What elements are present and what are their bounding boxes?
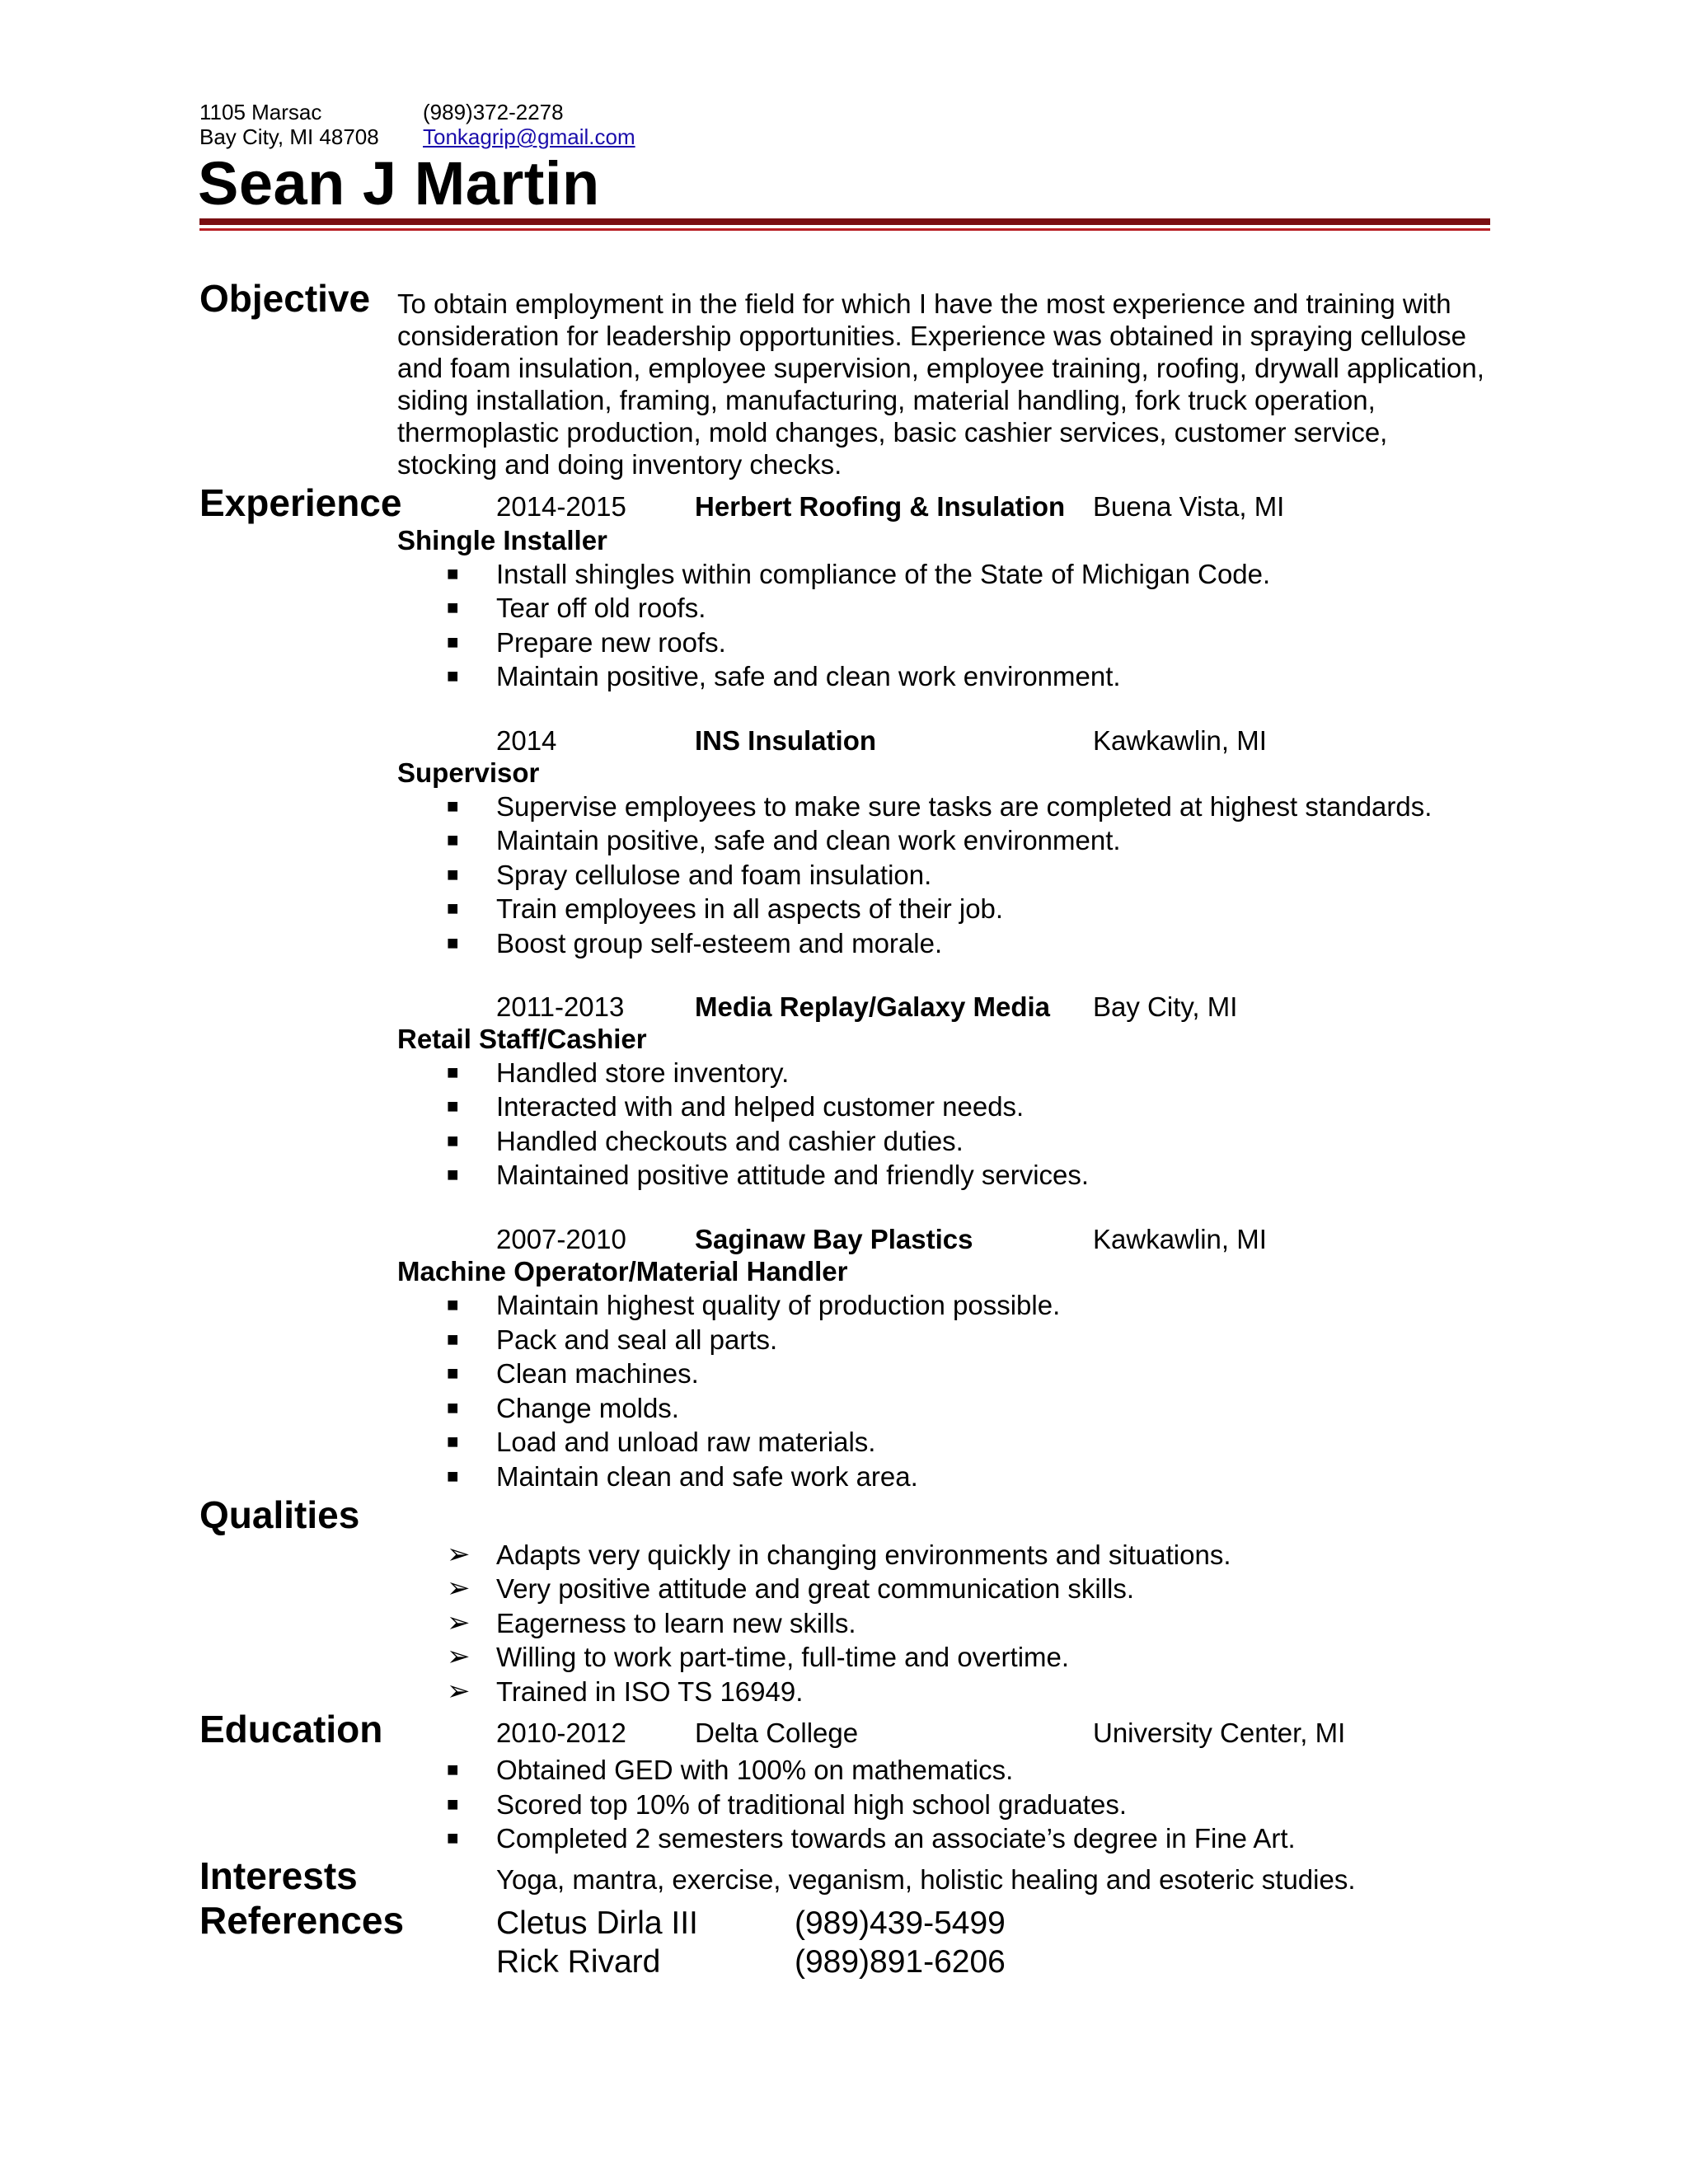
job-title: Supervisor bbox=[397, 757, 540, 788]
bullet-icon: ■ bbox=[447, 563, 459, 585]
bullet-icon: ■ bbox=[447, 597, 459, 619]
quality-item: Very positive attitude and great communication skills. bbox=[496, 1573, 1135, 1604]
bullet-icon: ■ bbox=[447, 1130, 459, 1152]
bullet-icon: ■ bbox=[447, 1062, 459, 1084]
bullet-icon: ■ bbox=[447, 1397, 459, 1419]
job-bullet: Load and unload raw materials. bbox=[496, 1427, 876, 1457]
quality-item: Eagerness to learn new skills. bbox=[496, 1608, 856, 1638]
job-bullet: Change molds. bbox=[496, 1393, 679, 1423]
qualities-heading: Qualities bbox=[199, 1493, 360, 1536]
job-bullet: Tear off old roofs. bbox=[496, 593, 706, 623]
candidate-name: Sean J Martin bbox=[198, 149, 600, 218]
street-address: 1105 Marsac bbox=[199, 100, 322, 124]
job-title: Shingle Installer bbox=[397, 525, 607, 555]
job-bullet: Install shingles within compliance of the State of Michigan Code. bbox=[496, 559, 1271, 589]
bullet-icon: ■ bbox=[447, 898, 459, 920]
job-title: Retail Staff/Cashier bbox=[397, 1024, 647, 1054]
job-bullet: Boost group self-esteem and morale. bbox=[496, 928, 943, 958]
job-bullet: Clean machines. bbox=[496, 1358, 699, 1389]
education-bullet: Completed 2 semesters towards an associate’s degree in Fine Art. bbox=[496, 1823, 1296, 1854]
job-company: Saginaw Bay Plastics bbox=[695, 1224, 973, 1254]
bullet-icon: ■ bbox=[447, 795, 459, 818]
arrow-bullet-icon: ➢ bbox=[447, 1572, 471, 1604]
job-bullet: Maintain highest quality of production possible. bbox=[496, 1290, 1061, 1320]
arrow-bullet-icon: ➢ bbox=[447, 1641, 471, 1672]
arrow-bullet-icon: ➢ bbox=[447, 1607, 471, 1638]
bullet-icon: ■ bbox=[447, 631, 459, 654]
arrow-bullet-icon: ➢ bbox=[447, 1539, 471, 1570]
job-bullet: Handled store inventory. bbox=[496, 1057, 790, 1088]
quality-item: Willing to work part-time, full-time and overtime. bbox=[496, 1642, 1070, 1672]
references-heading: References bbox=[199, 1899, 405, 1942]
objective-text: To obtain employment in the field for which I have the most experience and training with consideration for leadership opportunities. Experience was obtained in spraying cellulose and foam insulation, employee supervision, employee training, roofing, drywall application, siding installation, framing, manufacturing, material handling, fork truck operation, thermoplastic production, mold changes, basic cashier services, customer service, stocking and doing inventory checks. bbox=[397, 288, 1484, 480]
job-location: Kawkawlin, MI bbox=[1093, 725, 1267, 756]
education-location: University Center, MI bbox=[1093, 1718, 1346, 1748]
email-link[interactable]: Tonkagrip@gmail.com bbox=[423, 124, 635, 149]
job-bullet: Maintain positive, safe and clean work environment. bbox=[496, 661, 1121, 691]
job-years: 2007-2010 bbox=[496, 1224, 626, 1254]
job-company: Herbert Roofing & Insulation bbox=[695, 491, 1066, 522]
job-company: INS Insulation bbox=[695, 725, 877, 756]
bullet-icon: ■ bbox=[447, 1759, 459, 1781]
job-company: Media Replay/Galaxy Media bbox=[695, 991, 1051, 1022]
reference-phone: (989)439-5499 bbox=[795, 1905, 1006, 1941]
bullet-icon: ■ bbox=[447, 1095, 459, 1118]
education-years: 2010-2012 bbox=[496, 1718, 626, 1748]
job-years: 2014-2015 bbox=[496, 491, 626, 522]
job-bullet: Interacted with and helped customer needs. bbox=[496, 1091, 1025, 1122]
bullet-icon: ■ bbox=[447, 1362, 459, 1385]
quality-item: Adapts very quickly in changing environments and situations. bbox=[496, 1540, 1231, 1570]
job-years: 2011-2013 bbox=[496, 991, 625, 1022]
bullet-icon: ■ bbox=[447, 1827, 459, 1849]
job-location: Buena Vista, MI bbox=[1093, 491, 1285, 522]
bullet-icon: ■ bbox=[447, 1329, 459, 1351]
education-bullet: Obtained GED with 100% on mathematics. bbox=[496, 1755, 1014, 1785]
reference-name: Rick Rivard bbox=[496, 1944, 661, 1980]
interests-text: Yoga, mantra, exercise, veganism, holistic healing and esoteric studies. bbox=[496, 1864, 1356, 1895]
job-bullet: Maintained positive attitude and friendly services. bbox=[496, 1160, 1090, 1190]
bullet-icon: ■ bbox=[447, 864, 459, 886]
job-location: Kawkawlin, MI bbox=[1093, 1224, 1267, 1254]
education-heading: Education bbox=[199, 1708, 383, 1750]
bullet-icon: ■ bbox=[447, 1294, 459, 1316]
quality-item: Trained in ISO TS 16949. bbox=[496, 1676, 804, 1707]
job-years: 2014 bbox=[496, 725, 557, 756]
job-bullet: Supervise employees to make sure tasks are completed at highest standards. bbox=[496, 791, 1432, 822]
header-rule-accent bbox=[199, 228, 1490, 231]
job-bullet: Train employees in all aspects of their job. bbox=[496, 893, 1004, 924]
job-bullet: Spray cellulose and foam insulation. bbox=[496, 860, 932, 890]
phone-number: (989)372-2278 bbox=[423, 100, 564, 124]
job-title: Machine Operator/Material Handler bbox=[397, 1256, 848, 1286]
education-school: Delta College bbox=[695, 1718, 859, 1748]
bullet-icon: ■ bbox=[447, 665, 459, 687]
bullet-icon: ■ bbox=[447, 829, 459, 851]
interests-heading: Interests bbox=[199, 1854, 358, 1897]
arrow-bullet-icon: ➢ bbox=[447, 1675, 471, 1707]
header-rule bbox=[199, 218, 1490, 225]
job-bullet: Maintain clean and safe work area. bbox=[496, 1461, 918, 1492]
reference-name: Cletus Dirla III bbox=[496, 1905, 698, 1941]
city-state-zip: Bay City, MI 48708 bbox=[199, 124, 379, 149]
education-bullet: Scored top 10% of traditional high school graduates. bbox=[496, 1789, 1127, 1820]
job-location: Bay City, MI bbox=[1093, 991, 1238, 1022]
job-bullet: Handled checkouts and cashier duties. bbox=[496, 1126, 964, 1156]
bullet-icon: ■ bbox=[447, 1164, 459, 1186]
experience-heading: Experience bbox=[199, 481, 402, 524]
job-bullet: Prepare new roofs. bbox=[496, 627, 726, 658]
bullet-icon: ■ bbox=[447, 932, 459, 954]
reference-phone: (989)891-6206 bbox=[795, 1944, 1006, 1980]
bullet-icon: ■ bbox=[447, 1431, 459, 1453]
job-bullet: Pack and seal all parts. bbox=[496, 1324, 778, 1355]
objective-heading: Objective bbox=[199, 277, 371, 320]
bullet-icon: ■ bbox=[447, 1465, 459, 1488]
job-bullet: Maintain positive, safe and clean work environment. bbox=[496, 825, 1121, 855]
bullet-icon: ■ bbox=[447, 1793, 459, 1816]
